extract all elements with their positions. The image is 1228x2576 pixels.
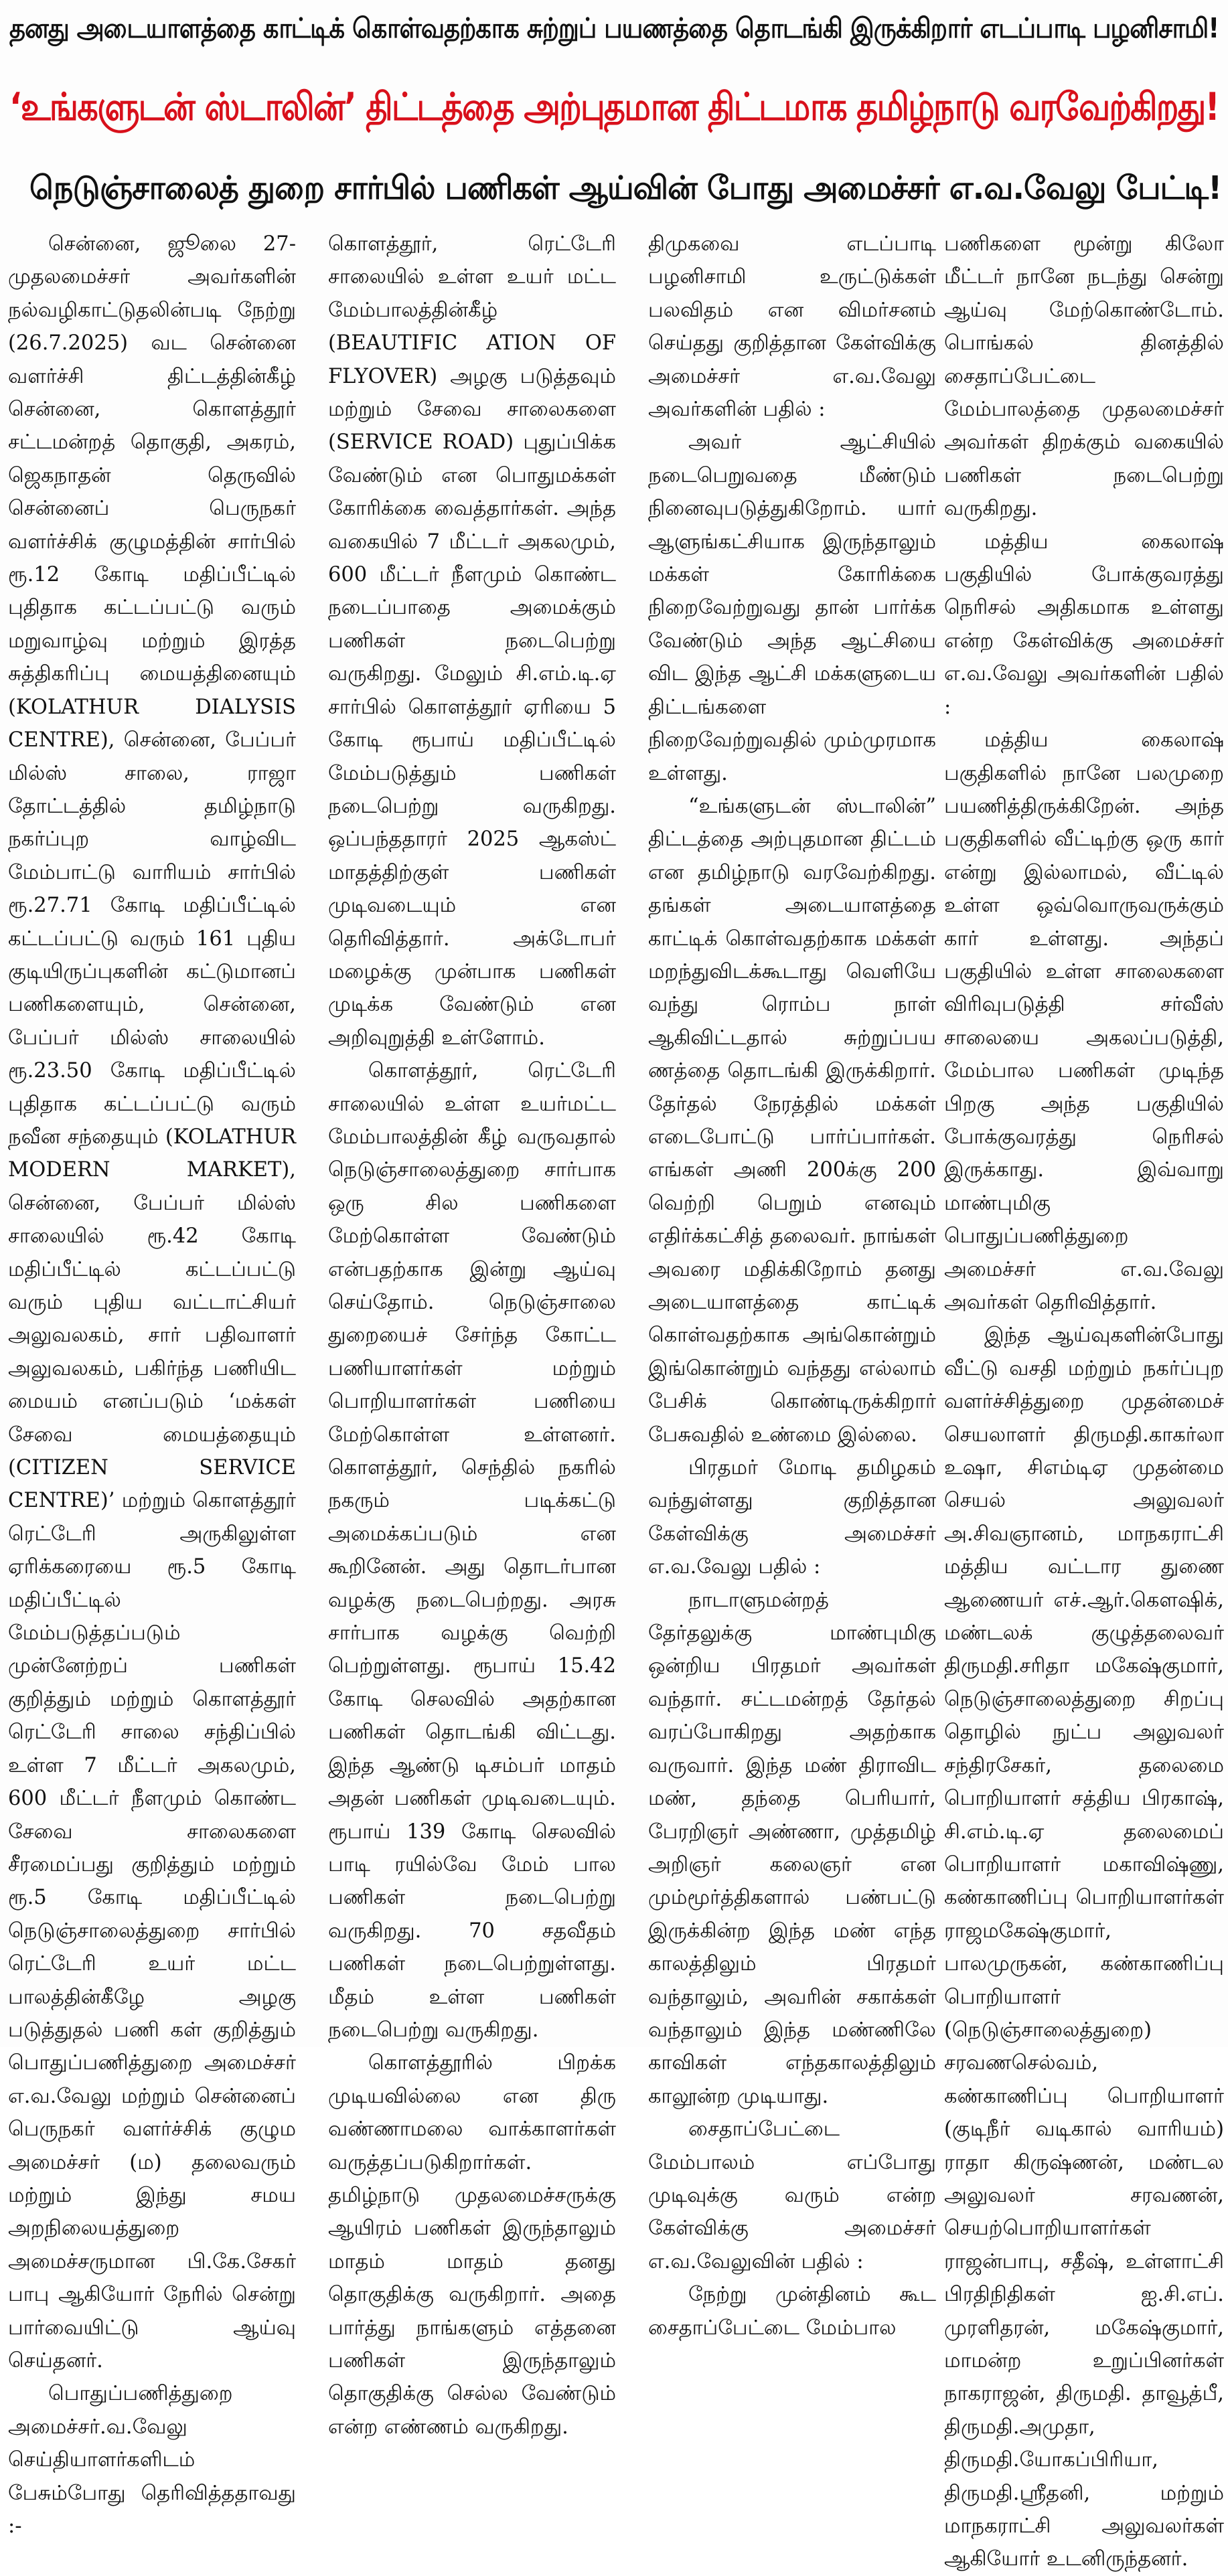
paragraph: சைதாப்பேட்டை மேம்பாலம் எப்போது முடிவுக்கு வரும் என்ற கேள்விக்கு அமைச்சர் எ.வ.வேலுவின் பதில் : — [648, 2117, 936, 2273]
paragraph: சென்னை, ஜூலை 27- முதலமைச்சர் அவர்களின் நல்வழிகாட்டுதலின்படி நேற்று (26.7.2025) வட சென்னை வளர்ச்சி திட்டத்தின்கீழ் சென்னை, கொளத்தூர் சட்டமன்றத் தொகுதி, அகரம், ஜெகநாதன் தெருவில் சென்னைப் பெருநகர் வளர்ச்சிக் குழுமத்தின் சார்பில் ரூ.12 கோடி மதிப்பீட்டில் புதிதாக கட்டப்பட்டு வரும் மறுவாழ்வு மற்றும் இரத்த சுத்திகரிப்பு மையத்தினையும் (KOLATHUR DIALYSIS CENTRE), சென்னை, பேப்பர் மில்ஸ் சாலை, ராஜா தோட்டத்தில் தமிழ்நாடு நகர்ப்புற வாழ்விட மேம்பாட்டு வாரியம் சார்பில் ரூ.27.71 கோடி மதிப்பீட்டில் கட்டப்பட்டு வரும் 161 புதிய குடியிருப்புகளின் கட்டுமானப் பணிகளையும், சென்னை, பேப்பர் மில்ஸ் சாலையில் ரூ.23.50 கோடி மதிப்பீட்டில் புதிதாக கட்டப்பட்டு வரும் நவீன சந்தையும் (KOLATHUR MODERN MARKET), சென்னை, பேப்பர் மில்ஸ் சாலையில் ரூ.42 கோடி மதிப்பீட்டில் கட்டப்பட்டு வரும் புதிய வட்டாட்சியர் அலுவலகம், சார் பதிவாளர் அலுவலகம், பகிர்ந்த பணியிட மையம் எனப்படும் ‘மக்கள் சேவை மையத்தையும் (CITIZEN SERVICE CENTRE)’ மற்றும் கொளத்தூர் ரெட்டேரி அருகிலுள்ள ஏரிக்கரையை ரூ.5 கோடி மதிப்பீட்டில் மேம்படுத்தப்படும் முன்னேற்றப் பணிகள் குறித்தும் மற்றும் கொளத்தூர் ரெட்டேரி சாலை சந்திப்பில் உள்ள 7 மீட்டர் அகலமும், 600 மீட்டர் நீளமும் கொண்ட சேவை சாலைகளை சீரமைப்பது குறித்தும் மற்றும் ரூ.5 கோடி மதிப்பீட்டில் நெடுஞ்சாலைத்துறை சார்பில் ரெட்டேரி உயர் மட்ட பாலத்தின்கீழே அழகு படுத்துதல் பணி கள் குறித்தும் பொதுப்பணித்துறை அமைச்சர் எ.வ.வேலு மற்றும் சென்னைப் பெருநகர் வளர்ச்சிக் குழும அமைச்சர் (ம) தலைவரும் மற்றும் இந்து சமய அறநிலையத்துறை அமைச்சருமான பி.கே.சேகர் பாபு ஆகியோர் நேரில் சென்று பார்வையிட்டு ஆய்வு செய்தனர். — [8, 232, 296, 2372]
paragraph: கொளத்தூர், ரெட்டேரி சாலையில் உள்ள உயர் மட்ட மேம்பாலத்தின்கீழ் (BEAUTIFIC ATION OF FLYOVER) அழகு படுத்தவும் மற்றும் சேவை சாலைகளை (SERVICE ROAD) புதுப்பிக்க வேண்டும் என பொதுமக்கள் கோரிக்கை வைத்தார்கள். அந்த வகையில் 7 மீட்டர் அகலமும், 600 மீட்டர் நீளமும் கொண்ட நடைப்பாதை அமைக்கும் பணிகள் நடைபெற்று வருகிறது. மேலும் சி.எம்.டி.ஏ சார்பில் கொளத்தூர் ஏரியை 5 கோடி ரூபாய் மதிப்பீட்டில் மேம்படுத்தும் பணிகள் நடைபெற்று வருகிறது. ஒப்பந்ததாரர் 2025 ஆகஸ்ட் மாதத்திற்குள் பணிகள் முடிவடையும் என தெரிவித்தார். அக்டோபர் மழைக்கு முன்பாக பணிகள் முடிக்க வேண்டும் என அறிவுறுத்தி உள்ளோம். — [328, 232, 616, 1050]
paragraph: மத்திய கைலாஷ் பகுதியில் போக்குவரத்து நெரிசல் அதிகமாக உள்ளது என்ற கேள்விக்கு அமைச்சர் எ.வ.வேலு அவர்களின் பதில் : — [944, 530, 1224, 719]
sub-headline: நெடுஞ்சாலைத் துறை சார்பில் பணிகள் ஆய்வின் போது அமைச்சர் எ.வ.வேலு பேட்டி! — [29, 169, 1222, 207]
main-headline: ‘உங்களுடன் ஸ்டாலின்’ திட்டத்தை அற்புதமான திட்டமாக தமிழ்நாடு வரவேற்கிறது! — [9, 85, 1219, 129]
article-column-2 — [328, 228, 616, 2439]
paragraph: மத்திய கைலாஷ் பகுதிகளில் நானே பலமுறை பயணித்திருக்கிறேன். அந்த பகுதிகளில் வீட்டிற்கு ஒரு கார் என்று இல்லாமல், வீட்டில் உள்ள ஒவ்வொருவருக்கும் கார் உள்ளது. அந்தப் பகுதியில் உள்ள சாலைகளை விரிவுபடுத்தி சர்வீஸ் சாலையை அகலப்படுத்தி, மேம்பால பணிகள் முடிந்த பிறகு அந்த பகுதியில் போக்குவரத்து நெரிசல் இருக்காது. இவ்வாறு மாண்புமிகு பொதுப்பணித்துறை அமைச்சர் எ.வ.வேலு அவர்கள் தெரிவித்தார். — [944, 728, 1224, 1314]
paragraph: அவர் ஆட்சியில் நடைபெறுவதை மீண்டும் நினைவுபடுத்துகிறோம். யார் ஆளுங்கட்சியாக இருந்தாலும் மக்கள் கோரிக்கை நிறைவேற்றுவது தான் பார்க்க வேண்டும் அந்த ஆட்சியை விட இந்த ஆட்சி மக்களுடைய திட்டங்களை நிறைவேற்றுவதில் மும்முரமாக உள்ளது. — [648, 430, 936, 785]
paragraph: கொளத்தூர், ரெட்டேரி சாலையில் உள்ள உயர்மட்ட மேம்பாலத்தின் கீழ் வருவதால் நெடுஞ்சாலைத்துறை சார்பாக ஒரு சில பணிகளை மேற்கொள்ள வேண்டும் என்பதற்காக இன்று ஆய்வு செய்தோம். நெடுஞ்சாலை துறையைச் சேர்ந்த கோட்ட பணியாளர்கள் மற்றும் பொறியாளர்கள் பணியை மேற்கொள்ள உள்ளனர். கொளத்தூர், செந்தில் நகரில் நகரும் படிக்கட்டு அமைக்கப்படும் என கூறினேன். அது தொடர்பான வழக்கு நடைபெற்றது. அரசு சார்பாக வழக்கு வெற்றி பெற்றுள்ளது. ரூபாய் 15.42 கோடி செலவில் அதற்கான பணிகள் தொடங்கி விட்டது. இந்த ஆண்டு டிசம்பர் மாதம் அதன் பணிகள் முடிவடையும். ரூபாய் 139 கோடி செலவில் பாடி ரயில்வே மேம் பால பணிகள் நடைபெற்று வருகிறது. 70 சதவீதம் பணிகள் நடைபெற்றுள்ளது. மீதம் உள்ள பணிகள் நடைபெற்று வருகிறது. — [328, 1059, 616, 2042]
paragraph: நாடாளுமன்றத் தேர்தலுக்கு மாண்புமிகு ஒன்றிய பிரதமர் அவர்கள் வந்தார். சட்டமன்றத் தேர்தல் வரப்போகிறது அதற்காக வருவார். இந்த மண் திராவிட மண், தந்தை பெரியார், பேரறிஞர் அண்ணா, முத்தமிழ் அறிஞர் கலைஞர் என மும்மூர்த்திகளால் பண்பட்டு இருக்கின்ற இந்த மண் எந்த காலத்திலும் பிரதமர் வந்தாலும், அவரின் சகாக்கள் வந்தாலும் இந்த மண்ணிலே காவிகள் எந்தகாலத்திலும் காலூன்ற முடியாது. — [648, 1588, 936, 2108]
paragraph: “உங்களுடன் ஸ்டாலின்” திட்டத்தை அற்புதமான திட்டம் என தமிழ்நாடு வரவேற்கிறது. தங்கள் அடையாளத்தை காட்டிக் கொள்வதற்காக மக்கள் மறந்துவிடக்கூடாது வெளியே வந்து ரொம்ப நாள் ஆகிவிட்டதால் சுற்றுப்பய ணத்தை தொடங்கி இருக்கிறார். தேர்தல் நேரத்தில் மக்கள் எடைபோட்டு பார்ப்பார்கள். எங்கள் அணி 200க்கு 200 வெற்றி பெறும் எனவும் எதிர்க்கட்சித் தலைவர். நாங்கள் அவரை மதிக்கிறோம் தனது அடையாளத்தை காட்டிக் கொள்வதற்காக அங்கொன்றும் இங்கொன்றும் வந்தது எல்லாம் பேசிக் கொண்டிருக்கிறார் பேசுவதில் உண்மை இல்லை. — [648, 794, 936, 1447]
paragraph: இந்த ஆய்வுகளின்போது வீட்டு வசதி மற்றும் நகர்ப்புற வளர்ச்சித்துறை முதன்மைச் செயலாளர் திருமதி.காகர்லா உஷா, சிஎம்டிஏ முதன்மை செயல் அலுவலர் அ.சிவஞானம், மாநகராட்சி மத்திய வட்டார துணை ஆணையர் எச்.ஆர்.கௌஷிக், மண்டலக் குழுத்தலைவர் திருமதி.சரிதா மகேஷ்குமார், நெடுஞ்சாலைத்துறை சிறப்பு தொழில் நுட்ப அலுவலர் சந்திரசேகர், தலைமை பொறியாளர் சத்திய பிரகாஷ், சி.எம்.டி.ஏ தலைமைப் பொறியாளர் மகாவிஷ்ணு, கண்காணிப்பு பொறியாளர்கள் ராஜமகேஷ்குமார், பாலமுருகன், கண்காணிப்பு பொறியாளர் (நெடுஞ்சாலைத்துறை) சரவணசெல்வம், கண்காணிப்பு பொறியாளர் (குடிநீர் வடிகால் வாரியம்) ராதா கிருஷ்ணன், மண்டல அலுவலர் சரவணன், செயற்பொறியாளர்கள் ராஜன்பாபு, சதீஷ், உள்ளாட்சி பிரதிநிதிகள் ஐ.சி.எப். முரளிதரன், மகேஷ்குமார், மாமன்ற உறுப்பினர்கள் நாகராஜன், திருமதி. தாவூத்பீ, திருமதி.அமுதா, திருமதி.யோகப்பிரியா, திருமதி.ஸ்ரீதனி, மற்றும் மாநகராட்சி அலுவலர்கள் ஆகியோர் உடனிருந்தனர். — [944, 1323, 1224, 2571]
paragraph: திமுகவை எடப்பாடி பழனிசாமி உருட்டுக்கள் பலவிதம் என விமர்சனம் செய்தது குறித்தான கேள்விக்கு அமைச்சர் எ.வ.வேலு அவர்களின் பதில் : — [648, 232, 936, 422]
top-headline: தனது அடையாளத்தை காட்டிக் கொள்வதற்காக சுற்றுப் பயணத்தை தொடங்கி இருக்கிறார் எடப்பாடி பழனிசாமி! — [9, 12, 1219, 44]
paragraph: பிரதமர் மோடி தமிழகம் வந்துள்ளது குறித்தான கேள்விக்கு அமைச்சர் எ.வ.வேலு பதில் : — [648, 1456, 936, 1579]
paragraph: நேற்று முன்தினம் கூட சைதாப்பேட்டை மேம்பால — [648, 2283, 936, 2340]
paragraph: பணிகளை மூன்று கிலோ மீட்டர் நானே நடந்து சென்று ஆய்வு மேற்கொண்டோம். பொங்கல் தினத்தில் சைதாப்பேட்டை மேம்பாலத்தை முதலமைச்சர் அவர்கள் திறக்கும் வகையில் பணிகள் நடைபெற்று வருகிறது. — [944, 232, 1224, 521]
article-column-3 — [648, 228, 936, 2340]
article-column-4 — [944, 228, 1224, 2571]
article-column-1 — [8, 228, 296, 2539]
paragraph: பொதுப்பணித்துறை அமைச்சர்.வ.வேலு செய்தியாளர்களிடம் பேசும்போது தெரிவித்ததாவது :- — [8, 2382, 296, 2539]
paragraph: கொளத்தூரில் பிறக்க முடியவில்லை என திரு வண்ணாமலை வாக்காளர்கள் வருத்தப்படுகிறார்கள். தமிழ்நாடு முதலமைச்சருக்கு ஆயிரம் பணிகள் இருந்தாலும் மாதம் மாதம் தனது தொகுதிக்கு வருகிறார். அதை பார்த்து நாங்களும் எத்தனை பணிகள் இருந்தாலும் தொகுதிக்கு செல்ல வேண்டும் என்ற எண்ணம் வருகிறது. — [328, 2051, 616, 2439]
